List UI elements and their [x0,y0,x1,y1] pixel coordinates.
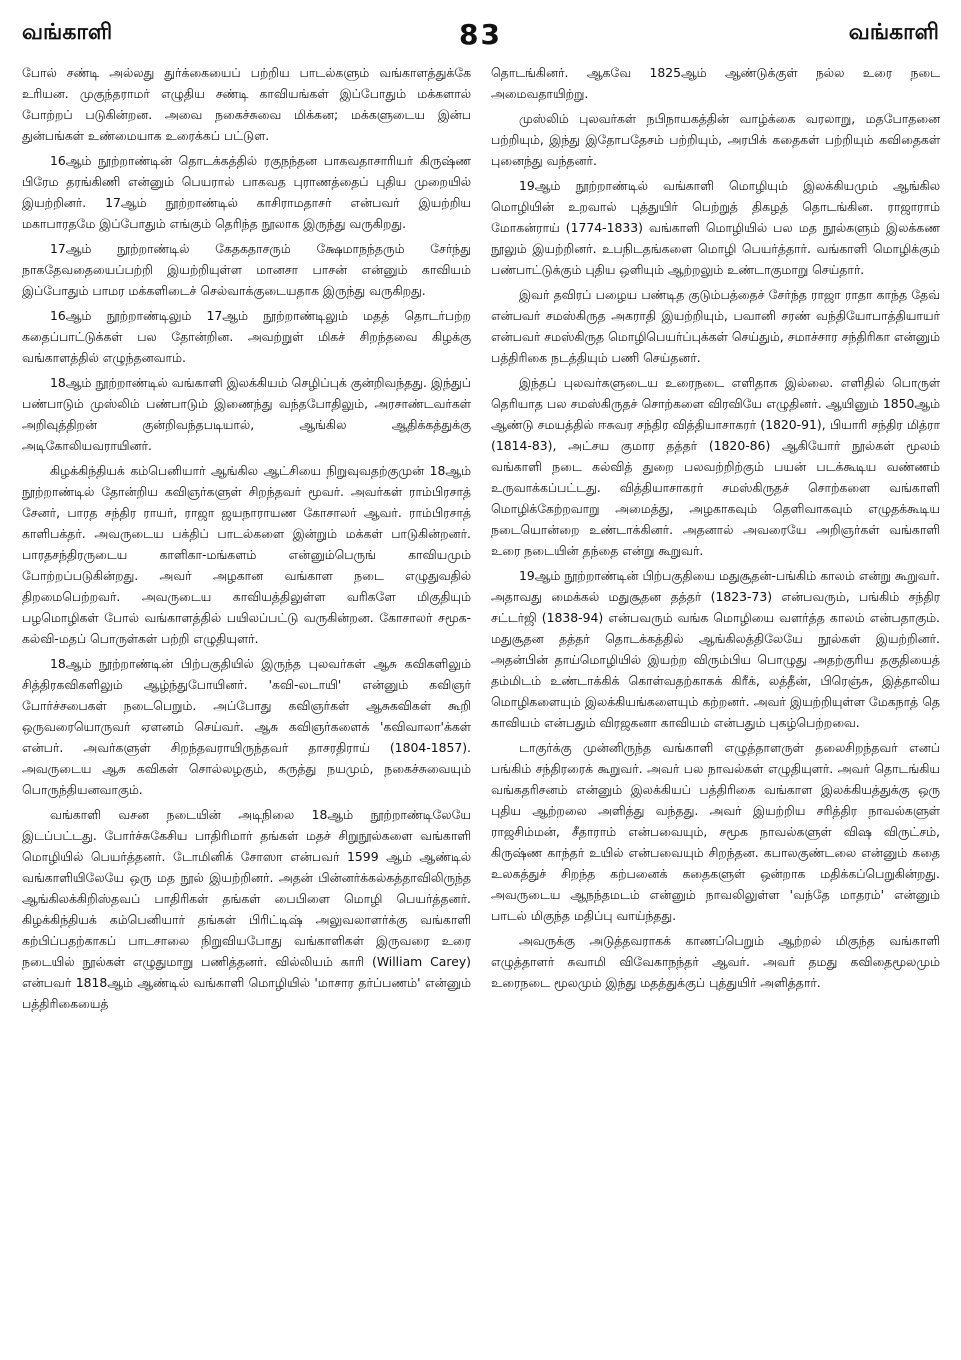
paragraph: 17ஆம் நூற்றாண்டில் கேதகதாசரும் க்ஷேமாநந்தரும் சேர்ந்து நாகதேவதையைப்பற்றி இயற்றியுள்ள மானசா பாசன் என்னும் காவியம் இப்போதும் பாமர மக்களிடைச் செல்வாக்குடையதாக இருந்து வருகிறது. [22,241,471,298]
paragraph: 16ஆம் நூற்றாண்டின் தொடக்கத்தில் ரகுநந்தன பாகவதாசாரியர் கிருஷ்ண பிரேம தரங்கிணி என்னும் பெயரால் பாகவத புராணத்தைப் புதிய முறையில் இயற்றினர். 17ஆம் நூற்றாண்டில் காசிராமதாசர் என்பவர் இயற்றிய மகாபாரதமே இப்போதும் எங்கும் தெரிந்த நூலாக இருந்து வருகிறது. [22,153,471,231]
left-column [22,62,471,1350]
paragraph: அவருக்கு அடுத்தவராகக் காணப்பெறும் ஆற்றல் மிகுந்த வங்காளி எழுத்தாளர் சுவாமி விவேகாநந்தர் ஆவர். அவர் தமது கவிதைமூலமும் உரைநடை மூலமும் இந்து மதத்துக்குப் புத்துயிர் அளித்தார். [491,933,940,990]
paragraph: கிழக்கிந்தியக் கம்பெனியார் ஆங்கில ஆட்சியை நிறுவுவதற்குமுன் 18ஆம் நூற்றாண்டில் தோன்றிய கவிஞர்களுள் சிறந்தவர் மூவர். அவர்கள் ராம்பிரசாத் சேனர், பாரத சந்திர ராயர், ராஜா ஜயநாராயண கோசாலர் ஆவர். ராம்பிரசாத் காளிபக்தர். அவருடைய பக்திப் பாடல்களை இன்றும் மக்கள் பாடுகின்றனர். பாரதசந்திரருடைய காளிகா-மங்களம் என்னும்பெருங் காவியமும் போற்றப்படுகின்றது. அவர் அழகான வங்காள நடை எழுதுவதில் திறமைபெற்றவர். அவருடைய காவியத்திலுள்ள வரிகளே மிகுதியும் பழமொழிகள் போல் வங்காளத்தில் பயிலப்பட்டு வருகின்றன. கோசாலர் சமூக-கல்வி-மதப் பொருள்கள் பற்றி எழுதியுளர். [22,463,471,646]
paragraph: 19ஆம் நூற்றாண்டின் பிற்பகுதியை மதுசூதன்-பங்கிம் காலம் என்று கூறுவர். அதாவது மைக்கல் மதுசூதன தத்தர் (1823-73) என்பவரும், பங்கிம் சந்திர சட்டர்ஜி (1838-94) என்பவரும் வங்க மொழியை வளர்த்த காலம் என்பதாகும். மதுசூதன தத்தர் தொடக்கத்தில் ஆங்கிலத்திலேயே நூல்கள் இயற்றினர். அதன்பின் தாய்மொழியில் இயற்ற விரும்பிய பொழுது அதற்குரிய தகுதியைத் தம்மிடம் உண்டாக்கிக் கொள்வதற்காகக் கிரீக், லத்தீன், பிரெஞ்சு, இத்தாலிய மொழிகளையும் இலக்கியங்களையும் கற்றனர். அவர் இயற்றியுள்ள மேகநாத் தெ காவியம் என்பதும் விரஜகனா காவியம் என்பதும் புகழ்பெற்றவை. [491,568,940,730]
paragraph: 18ஆம் நூற்றாண்டின் பிற்பகுதியில் இருந்த புலவர்கள் ஆசு கவிகளிலும் சித்திரகவிகளிலும் ஆழ்ந்துபோயினர். 'கவி-லடாயி' என்னும் கவிஞர் போர்ச்சபைகள் நடைபெறும். அப்போது கவிஞர்கள் ஆசுகவிகள் கூறி ஒருவரையொருவர் ஏளனம் செய்வர். ஆசு கவிஞர்களைக் 'கவிவாலா'க்கள் என்பர். அவர்களுள் சிறந்தவராயிருந்தவர் தாசரதிராய் (1804-1857). அவருடைய ஆசு கவிகள் சொல்லழகும், கருத்து நயமும், நகைச்சுவையும் பொருந்தியனவாகும். [22,656,471,797]
paragraph: தொடங்கினர். ஆகவே 1825ஆம் ஆண்டுக்குள் நல்ல உரை நடை அமைவதாயிற்று. [491,65,940,101]
paragraph: முஸ்லிம் புலவர்கள் நபிநாயகத்தின் வாழ்க்கை வரலாறு, மதபோதனை பற்றியும், இந்து இதோபதேசம் பற்றியும், அரபிக் கதைகள் பற்றியும் கவிதைகள் புனைந்து வந்தனர். [491,111,940,168]
paragraph: டாகுர்க்கு முன்னிருந்த வங்காளி எழுத்தாளருள் தலைசிறந்தவர் எனப் பங்கிம் சந்திரரைக் கூறுவர். அவர் பல நாவல்கள் எழுதியுளர். அவர் தொடங்கிய வங்கதரிசனம் என்னும் இலக்கியப் பத்திரிகை வங்காள இலக்கியத்துக்கு ஒரு புதிய ஆற்றலை அளித்து வந்தது. அவர் இயற்றிய சரித்திர நாவல்களுள் ராஜசிம்மன், சீதாராம் என்பவையும், சமூக நாவல்களுள் விஷ விருட்சம், கிருஷ்ண காந்தர் உயில் என்பவையும் சிறந்தன. கபாலகுண்டலை என்னும் கதை உலகத்துச் சிறந்த கற்பனைக் கதைகளுள் ஒன்றாக மதிக்கப்பெறுகின்றது. அவருடைய ஆநந்தமடம் என்னும் நாவலிலுள்ள 'வந்தே மாதரம்' என்னும் பாடல் மிகுந்த மதிப்பு வாய்ந்தது. [491,740,940,923]
right-column [491,62,940,1350]
paragraph: இந்தப் புலவர்களுடைய உரைநடை எளிதாக இல்லை. எளிதில் பொருள் தெரியாத பல சமஸ்கிருதச் சொற்களை விரவியே எழுதினர். ஆயினும் 1850ஆம் ஆண்டு சமயத்தில் ஈசுவர சந்திர வித்தியாசாகரர் (1820-91), பியாரி சந்திர மித்ரா (1814-83), அட்சய குமார தத்தர் (1820-86) ஆகியோர் நூல்கள் மூலம் வங்காளி நடை கல்வித் துறை பலவற்றிற்கும் பயன் படக்கூடிய வண்ணம் உருவாக்கப்பட்டது. வித்தியாசாகரர் சமஸ்கிருதச் சொற்களை வங்காளி மொழிக்கேற்றவாறு அமைத்து, அழகாகவும் தெளிவாகவும் எழுதக்கூடிய நடையொன்றை உண்டாக்கினர். அதனால் அவரையே அறிஞர்கள் வங்காளி உரை நடையின் தந்தை என்று கூறுவர். [491,375,940,558]
text-columns [22,62,940,1350]
paragraph: 19ஆம் நூற்றாண்டில் வங்காளி மொழியும் இலக்கியமும் ஆங்கில மொழியின் உறவால் புத்துயிர் பெற்றுத் திகழத் தொடங்கின. ராஜாராம் மோகன்ராய் (1774-1833) வங்காளி மொழியில் பல மத நூல்களும் இலக்கண நூலும் இயற்றினர். உபநிடதங்களை மொழி பெயர்த்தார். வங்காளி மொழிக்கும் பண்பாட்டுக்கும் புதிய ஒளியும் ஆற்றலும் உண்டாகுமாறு செய்தார். [491,178,940,277]
running-head-left: வங்காளி [22,20,113,45]
paragraph: வங்காளி வசன நடையின் அடிநிலை 18ஆம் நூற்றாண்டிலேயே இடப்பட்டது. போர்ச்சுகேசிய பாதிரிமார் தங்கள் மதச் சிறுநூல்களை வங்காளி மொழியில் பெயர்த்தனர். டோமினிக் சோஸா என்பவர் 1599 ஆம் ஆண்டில் வங்காளியிலேயே ஒரு மத நூல் இயற்றினர். அதன் பின்னர்க்கல்கத்தாவிலிருந்த ஆங்கிலக்கிறிஸ்தவப் பாதிரிகள் தங்கள் பைபிளை மொழி பெயர்த்தனர். கிழக்கிந்தியக் கம்பெனியார் தங்கள் பிரிட்டிஷ் அலுவலாளர்க்கு வங்காளி கற்பிப்பதற்காகப் பாடசாலை நிறுவியபோது வங்காளிகள் இருவரை உரை நடையில் நூல்கள் எழுதுமாறு பணித்தனர். வில்லியம் காரி (William Carey) என்பவர் 1818ஆம் ஆண்டில் வங்காளி மொழியில் 'மாசார தர்ப்பணம்' என்னும் பத்திரிகையைத் [22,807,471,1011]
paragraph: 16ஆம் நூற்றாண்டிலும் 17ஆம் நூற்றாண்டிலும் மதத் தொடர்பற்ற கதைப்பாட்டுக்கள் பல தோன்றின. அவற்றுள் மிகச் சிறந்தவை கிழக்கு வங்காளத்தில் எழுந்தனவாம். [22,308,471,365]
running-head-right: வங்காளி [848,20,939,45]
page-header [22,14,939,54]
paragraph: இவர் தவிரப் பழைய பண்டித குடும்பத்தைச் சேர்ந்த ராஜா ராதா காந்த தேவ் என்பவர் சமஸ்கிருத அகராதி இயற்றியும், பவானி சரண் வந்தியோபாத்தியாயர் என்பவர் சமஸ்கிருத மொழிபெயர்ப்புக்கள் செய்தும், சமாச்சார சந்திரிகா என்னும் பத்திரிகை நடத்தியும் பணி செய்தனர். [491,287,940,365]
paragraph: போல் சண்டி அல்லது துர்க்கையைப் பற்றிய பாடல்களும் வங்காளத்துக்கே உரியன. முகுந்தராமர் எழுதிய சண்டி காவியங்கள் இப்போதும் மக்களால் போற்றப் படுகின்றன. அவை நகைச்சுவை மிக்கன; மக்களுடைய இன்ப துன்பங்கள் உண்மையாக உரைக்கப் பட்டுள. [22,65,471,143]
page-number: 83 [459,17,502,51]
paragraph: 18ஆம் நூற்றாண்டில் வங்காளி இலக்கியம் செழிப்புக் குன்றிவந்தது. இந்துப் பண்பாடும் முஸ்லிம் பண்பாடும் இணைந்து வந்தபோதிலும், அரசாண்டவர்கள் அறிவுத்திறன் குன்றிவந்தபடியால், ஆங்கில ஆதிக்கத்துக்கு அடிகோலியவராயினர். [22,375,471,453]
